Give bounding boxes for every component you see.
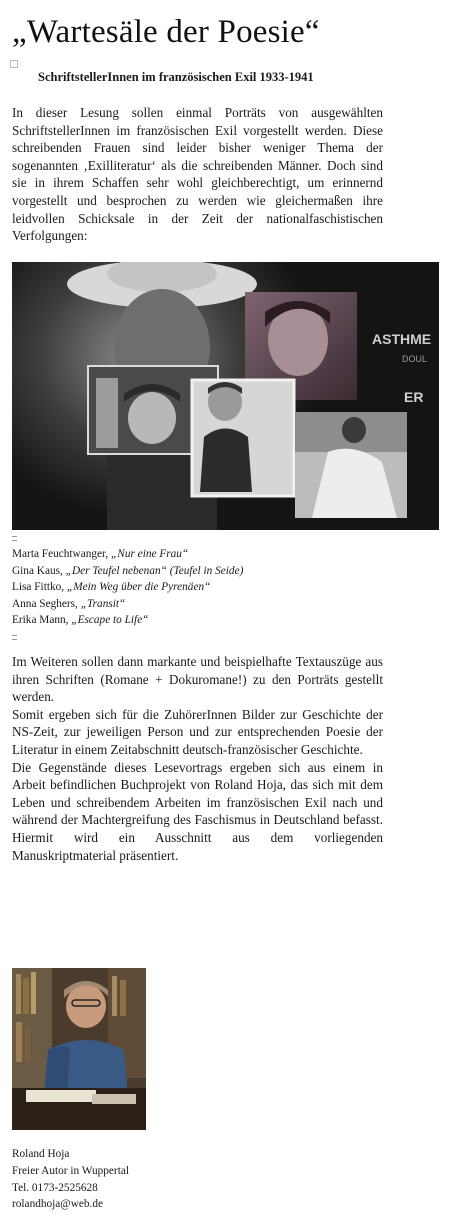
collage-graphic	[12, 262, 439, 530]
author-contact	[12, 1146, 129, 1213]
list-item: Marta Feuchtwanger, „Nur eine Frau“	[12, 548, 189, 560]
divider-mark	[12, 635, 17, 636]
body-paragraph: Die Gegenstände dieses Lesevortrags ergeben sich aus einem in Arbeit befindlichen Buchprojekt von Roland Hoja, das sich mit dem Leben und schreibendem Arbeiten im französischen Exil nach und während der Machtergreifung des Faschismus in Deutschland befasst. Hiermit wird ein Ausschnitt aus dem vorliegenden Manuskriptmaterial präsentiert.	[12, 759, 383, 863]
list-item: Lisa Fittko, „Mein Weg über die Pyrenäen“	[12, 581, 211, 594]
author-role: Freier Autor in Wuppertal	[12, 1164, 129, 1177]
placeholder-mark	[10, 60, 18, 68]
poster-text-2: DOUL	[402, 354, 428, 364]
poster-text-1: ASTHME	[372, 331, 432, 347]
divider-mark	[12, 536, 17, 537]
list-item: Erika Mann, „Escape to Life“	[12, 614, 149, 627]
author-list	[12, 546, 243, 629]
author-phone: Tel. 0173-2525628	[12, 1181, 98, 1194]
author-email[interactable]: rolandhoja@web.de	[12, 1198, 104, 1211]
portrait-seghers	[295, 412, 407, 518]
portrait-kaus	[192, 380, 294, 496]
poster-text-3: ER	[404, 389, 424, 405]
author-photo-graphic	[12, 968, 146, 1130]
intro-paragraph: In dieser Lesung sollen einmal Porträts von ausgewählten SchriftstellerInnen im französischen Exil vorgestellt werden. Diese schreibenden Frauen sind leider bisher weniger Thema der sogenannten ‚Exilliteratur‘ als die schreibenden Männer. Doch sind sie in ihrem Schaffen sehr wohl gleichberechtigt, um erinnernd vorgestellt und besprochen zu werden wie gleichermaßen ihre leidvollen Schicksale in der Zeit der nationalfaschistischen Verfolgungen:	[12, 105, 383, 244]
body-paragraph: Im Weiteren sollen dann markante und beispielhafte Textauszüge aus ihren Schriften (Romane + Dokuromane!) zu den Porträts gestellt werden.	[12, 654, 383, 705]
portrait-collage	[12, 262, 439, 530]
page-title: „Wartesäle der Poesie“	[12, 14, 320, 50]
body-text	[12, 653, 383, 864]
author-photo	[12, 968, 146, 1130]
list-item: Gina Kaus, „Der Teufel nebenan“ (Teufel in Seide)	[12, 564, 244, 577]
divider-mark	[12, 540, 17, 541]
list-item: Anna Seghers, „Transit“	[12, 597, 126, 610]
body-paragraph: Somit ergeben sich für die ZuhörerInnen Bilder zur Geschichte der NS-Zeit, zur jeweiligen Person und zur entsprechenden Poesie der Literatur in einem Zeitabschnitt deutsch-französischer Geschichte.	[12, 706, 383, 757]
page-subtitle: SchriftstellerInnen im französischen Exil 1933-1941	[38, 70, 314, 84]
divider-mark	[12, 639, 17, 640]
author-name: Roland Hoja	[12, 1148, 70, 1160]
